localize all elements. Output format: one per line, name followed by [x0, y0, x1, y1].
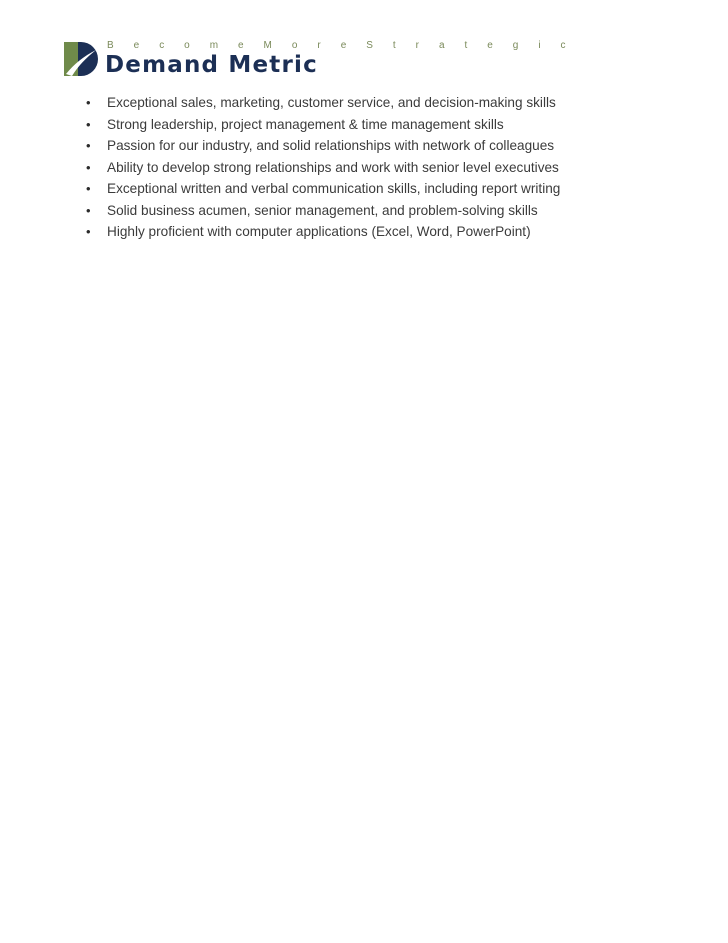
list-item — [86, 178, 560, 200]
bullet-icon: • — [86, 138, 91, 153]
company-logo — [64, 40, 575, 80]
bullet-icon: • — [86, 95, 91, 110]
list-item — [86, 114, 560, 136]
list-item — [86, 135, 560, 157]
skill-text: Highly proficient with computer applications (Excel, Word, PowerPoint) — [107, 224, 531, 239]
skill-text: Solid business acumen, senior management, and problem-solving skills — [107, 202, 538, 218]
tagline: B e c o m e M o r e S t r a t e g i c — [107, 40, 575, 51]
skill-text: Ability to develop strong relationships and work with senior level executives — [107, 159, 559, 175]
bullet-icon: • — [86, 224, 91, 239]
skill-text: Exceptional written and verbal communication skills, including report writing — [107, 181, 561, 196]
skill-text: Strong leadership, project management & time management skills — [107, 116, 504, 132]
skill-text: Exceptional sales, marketing, customer service, and decision-making skills — [107, 95, 556, 110]
skill-text: Passion for our industry, and solid relationships with network of colleagues — [107, 138, 555, 153]
list-item — [86, 221, 560, 243]
list-item — [86, 157, 560, 179]
skills-list — [86, 92, 560, 243]
bullet-icon: • — [86, 202, 91, 218]
list-item — [86, 200, 560, 222]
bullet-icon: • — [86, 116, 91, 132]
list-item — [86, 92, 560, 114]
bullet-icon: • — [86, 159, 91, 175]
bullet-icon: • — [86, 181, 91, 196]
brand-name: Demand Metric — [105, 52, 318, 78]
demand-metric-logo-icon — [64, 42, 98, 76]
